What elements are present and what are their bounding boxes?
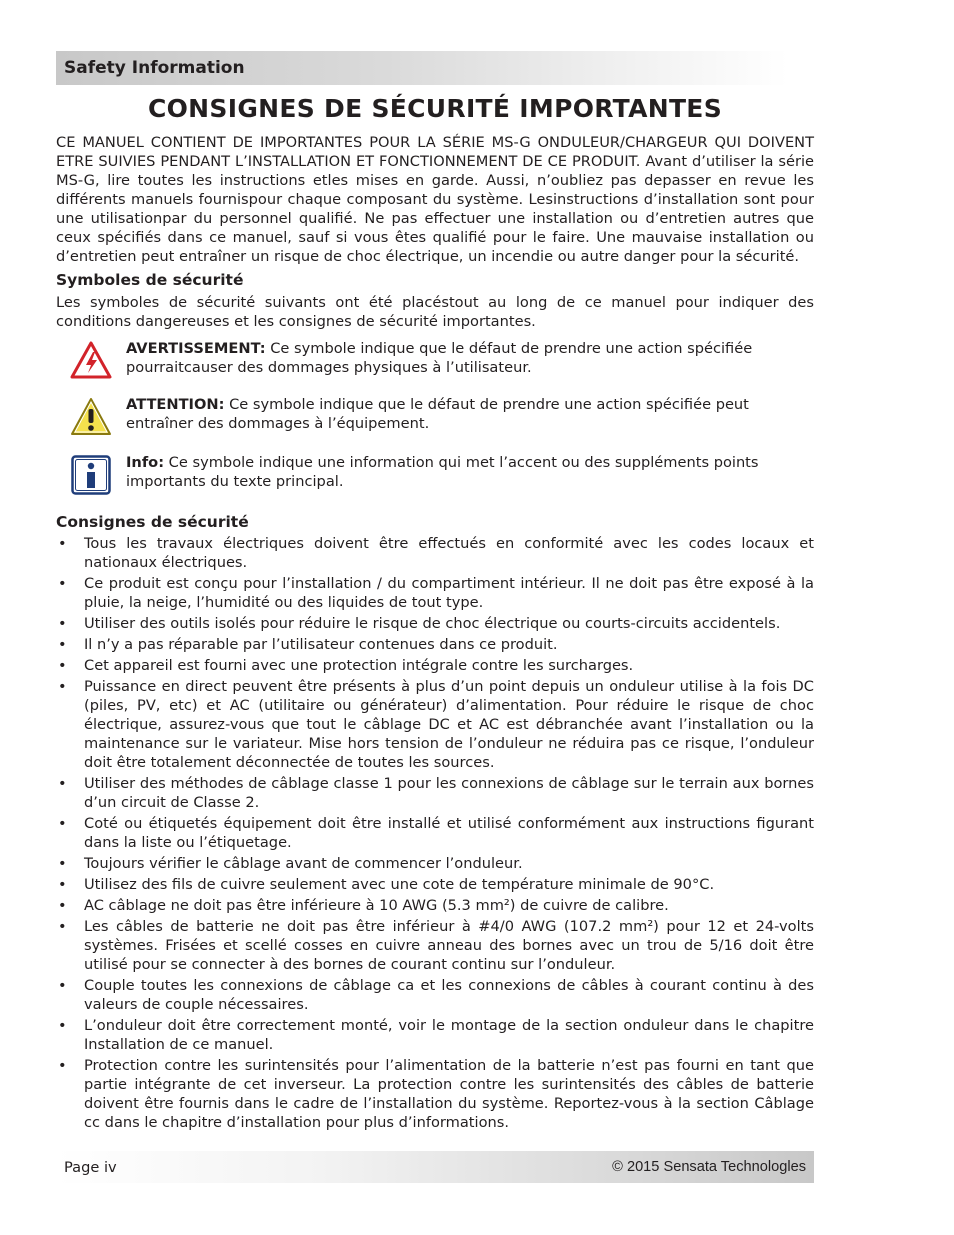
symbol-label: Info: (126, 454, 165, 471)
list-item: • Toujours vérifier le câblage avant de commencer l’onduleur. (56, 854, 814, 873)
list-item: • Il n’y a pas réparable par l’utilisateur contenues dans ce produit. (56, 635, 814, 654)
symbols-intro: Les symboles de sécurité suivants ont été placéstout au long de ce manuel pour indiquer des conditions dangereuses et les consignes de sécurité importantes. (56, 294, 814, 330)
list-item: • Coté ou étiquetés équipement doit être installé et utilisé conformément aux instructions figurant dans la liste ou l’étiquetage. (56, 814, 814, 852)
list-item: • Cet appareil est fourni avec une protection intégrale contre les surcharges. (56, 656, 814, 675)
symbol-description: Ce symbole indique une information qui met l’accent ou des suppléments points importants du texte principal. (126, 454, 759, 490)
page-number: Page iv (64, 1159, 117, 1176)
list-item: • Utilisez des fils de cuivre seulement avec une cote de température minimale de 90°C. (56, 875, 814, 894)
info-icon (56, 453, 126, 495)
symbol-description: Ce symbole indique que le défaut de prendre une action spécifiée pourraitcauser des dommages physiques à l’utilisateur. (126, 340, 753, 376)
section-label: Safety Information (64, 58, 245, 78)
list-item: • Les câbles de batterie ne doit pas être inférieur à #4/0 AWG (107.2 mm²) pour 12 et 24-volts systèmes. Frisées et scellé cosses en cuivre anneau des bornes avec un trou de 5/16 doit être utilisé pour se connecter à des bornes de courant continu sur l’onduleur. (56, 917, 814, 974)
intro-body: Avant d’utiliser la série MS-G, lire toutes les instructions etles mises en garde. Aussi, n’oubliez pas depasser en revue les différents manuels fournispour chaque composant du système. Lesinstructions d’installation sont pour une utilisationpar du personnel qualifié. Ne pas effectuer une installation ou d’entretien autres que ceux spécifiés dans ce manuel, sauf si vous êtes qualifié pour le faire. Une mauvaise installation ou d’entretien peut entraîner un risque de choc électrique, un incendie ou autre danger pour la sécurité. (56, 153, 814, 265)
caution-icon (56, 395, 126, 437)
list-item: • Puissance en direct peuvent être présents à plus d’un point depuis un onduleur utilise à la fois DC (piles, PV, etc) et AC (utilitaire ou générateur) d’alimentation. Pour réduire le risque de choc électrique, assurez-vous que tout le câblage DC et AC est débranchée avant l’installation ou la maintenance sur le variateur. Mise hors tension de l’onduleur ne réduira pas ce risque, l’onduleur doit être totalement déconnectée de toutes les sources. (56, 677, 814, 772)
intro-paragraph (56, 133, 814, 266)
page-footer (56, 1151, 814, 1183)
symbol-label: ATTENTION: (126, 396, 225, 413)
list-item: • Ce produit est conçu pour l’installation / du compartiment intérieur. Il ne doit pas être exposé à la pluie, la neige, l’humidité ou des liquides de tout type. (56, 574, 814, 612)
symbol-warning (56, 339, 814, 379)
list-item: • Couple toutes les connexions de câblage ca et les connexions de câbles à courant continu à des valeurs de couple nécessaires. (56, 976, 814, 1014)
symbol-description: Ce symbole indique que le défaut de prendre une action spécifiée peut entraîner des dommages à l’équipement. (126, 396, 749, 432)
list-item: • L’onduleur doit être correctement monté, voir le montage de la section onduleur dans le chapitre Installation de ce manuel. (56, 1016, 814, 1054)
list-item: • Tous les travaux électriques doivent être effectués en conformité avec les codes locaux et nationaux électriques. (56, 534, 814, 572)
safety-instructions-list (56, 534, 814, 1132)
symbols-heading: Symboles de sécurité (56, 271, 244, 289)
symbol-info (56, 453, 814, 495)
list-item: • Utiliser des méthodes de câblage classe 1 pour les connexions de câblage sur le terrain aux bornes d’un circuit de Classe 2. (56, 774, 814, 812)
symbol-label: AVERTISSEMENT: (126, 340, 266, 357)
intro-caps: CE MANUEL CONTIENT DE IMPORTANTES POUR LA SÉRIE MS-G ONDULEUR/CHARGEUR QUI DOIVENT ETRE SUIVIES PENDANT L’INSTALLATION ET FONCTIONNEMENT DE CE PRODUIT. (56, 134, 814, 170)
page-content (56, 133, 814, 1134)
page-title: CONSIGNES DE SÉCURITÉ IMPORTANTES (147, 94, 722, 123)
instructions-heading: Consignes de sécurité (56, 513, 249, 531)
section-header-band (56, 51, 788, 85)
copyright-notice: © 2015 Sensata Technologles (612, 1159, 806, 1175)
warning-shock-icon (56, 339, 126, 379)
list-item: • Utiliser des outils isolés pour réduire le risque de choc électrique ou courts-circuits accidentels. (56, 614, 814, 633)
symbol-caution (56, 395, 814, 437)
list-item: • AC câblage ne doit pas être inférieure à 10 AWG (5.3 mm²) de cuivre de calibre. (56, 896, 814, 915)
list-item: • Protection contre les surintensités pour l’alimentation de la batterie n’est pas fourni en tant que partie intégrante de cet inverseur. La protection contre les surintensités des câbles de batterie doivent être fournis dans le cadre de l’installation du système. Reportez-vous à la section Câblage cc dans le chapitre d’installation pour plus d’informations. (56, 1056, 814, 1132)
